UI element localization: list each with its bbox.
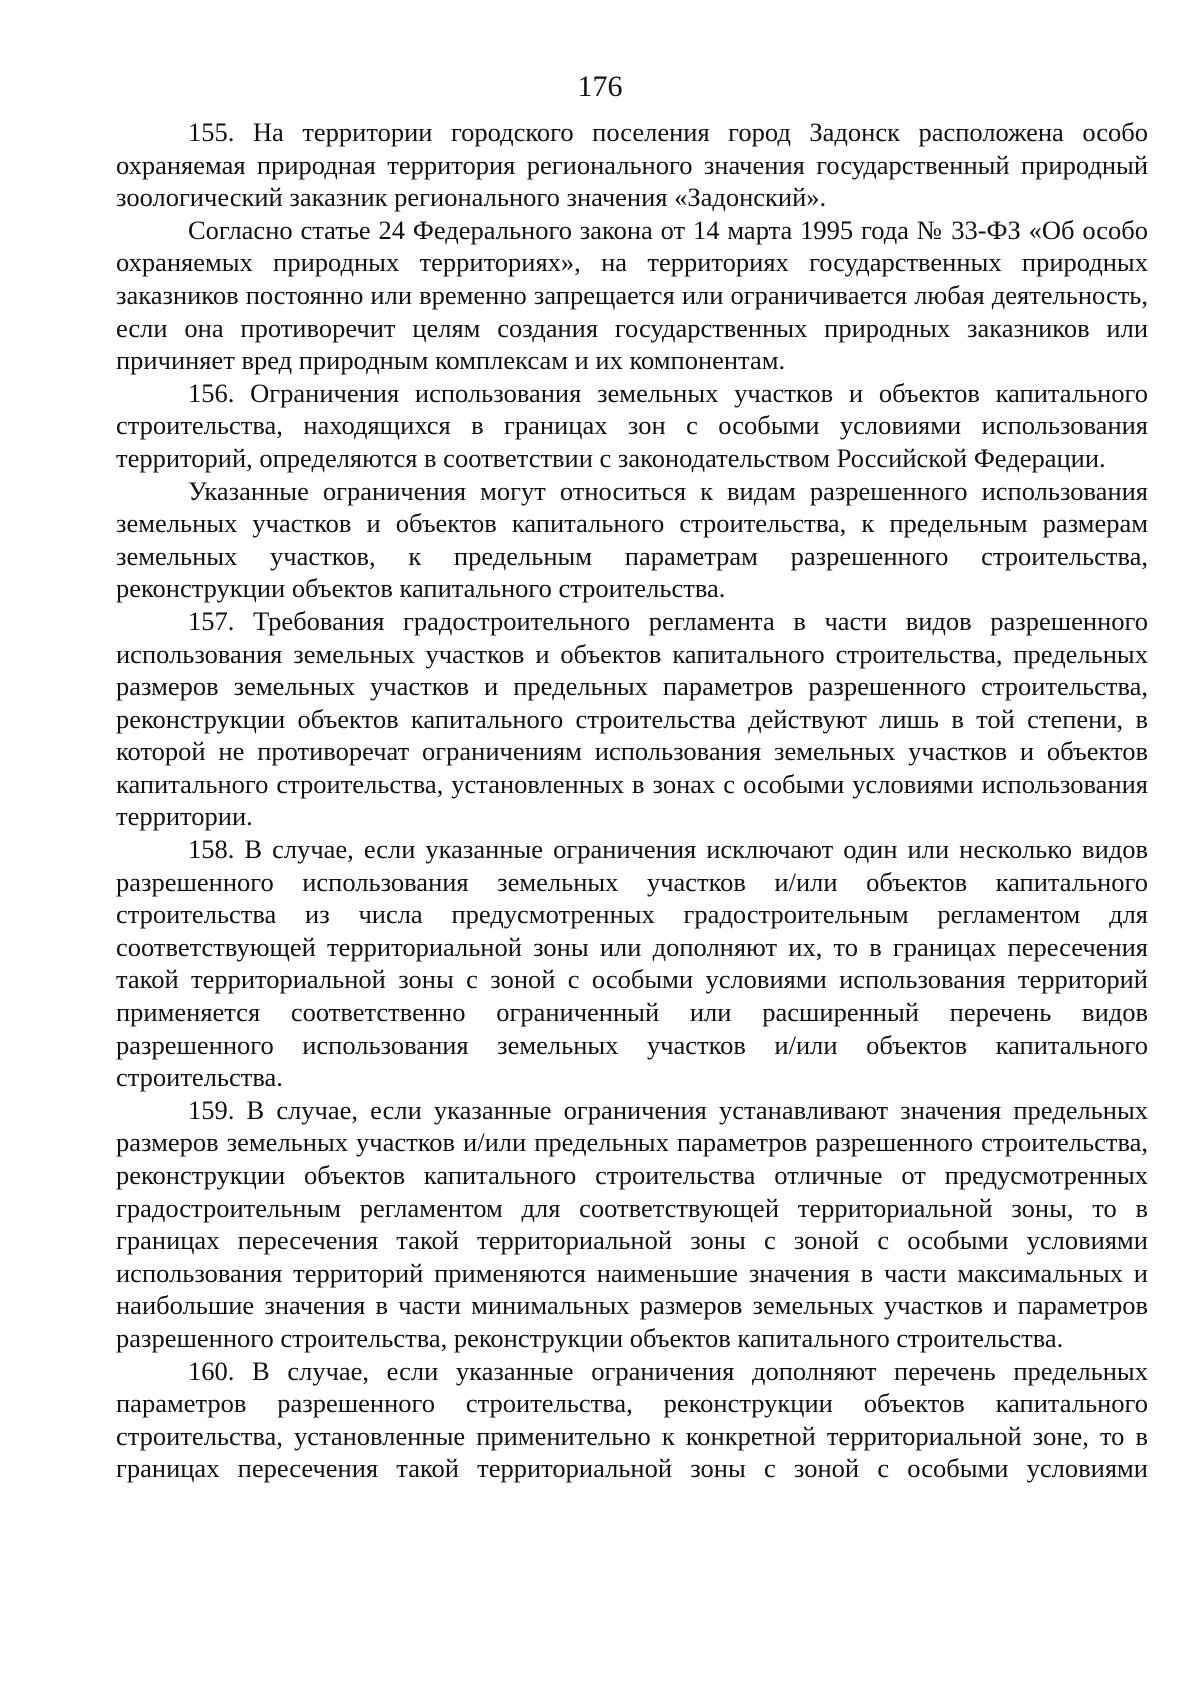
paragraph-159: 159. В случае, если указанные ограничения устанавливают значения предельных размеров земельных участков и/или предельных параметров разрешенного строительства, реконструкции объектов капитального строительства отличные от предусмотренных градостроительным регламентом для соответствующей территориальной зоны, то в границах пересечения такой территориальной зоны с зоной с особыми условиями использования территорий применяются наименьшие значения в части максимальных и наибольшие значения в части минимальных размеров земельных участков и параметров разрешенного строительства, реконструкции объектов капитального строительства. [116, 1094, 1148, 1353]
document-body [116, 116, 1148, 1485]
paragraph-155: 155. На территории городского поселения город Задонск расположена особо охраняемая природная территория регионального значения государственный природный зоологический заказник регионального значения «Задонский». [116, 117, 1148, 213]
paragraph-restrictions: Указанные ограничения могут относиться к видам разрешенного использования земельных участков и объектов капитального строительства, к предельным размерам земельных участков, к предельным параметрам разрешенного строительства, реконструкции объектов капитального строительства. [116, 475, 1148, 604]
page-number: 176 [577, 70, 623, 103]
paragraph-157: 157. Требования градостроительного регламента в части видов разрешенного использования земельных участков и объектов капитального строительства, предельных размеров земельных участков и предельных параметров разрешенного строительства, реконструкции объектов капитального строительства действуют лишь в той степени, в которой не противоречат ограничениям использования земельных участков и объектов капитального строительства, установленных в зонах с особыми условиями использования территории. [116, 605, 1148, 832]
paragraph-160: 160. В случае, если указанные ограничения дополняют перечень предельных параметров разрешенного строительства, реконструкции объектов капитального строительства, установленные применительно к конкретной территориальной зоне, то в границах пересечения такой территориальной зоны с зоной с особыми условиями [116, 1355, 1148, 1484]
paragraph-158: 158. В случае, если указанные ограничения исключают один или несколько видов разрешенного использования земельных участков и/или объектов капитального строительства из числа предусмотренных градостроительным регламентом для соответствующей территориальной зоны или дополняют их, то в границах пересечения такой территориальной зоны с зоной с особыми условиями использования территорий применяется соответственно ограниченный или расширенный перечень видов разрешенного использования земельных участков и/или объектов капитального строительства. [116, 834, 1148, 1093]
paragraph-article-24: Согласно статье 24 Федерального закона от 14 марта 1995 года № 33-ФЗ «Об особо охраняемых природных территориях», на территориях государственных природных заказников постоянно или временно запрещается или ограничивается любая деятельность, если она противоречит целям создания государственных природных заказников или причиняет вред природным комплексам и их компонентам. [116, 214, 1148, 376]
paragraph-156: 156. Ограничения использования земельных участков и объектов капитального строительства, находящихся в границах зон с особыми условиями использования территорий, определяются в соответствии с законодательством Российской Федерации. [116, 377, 1148, 473]
